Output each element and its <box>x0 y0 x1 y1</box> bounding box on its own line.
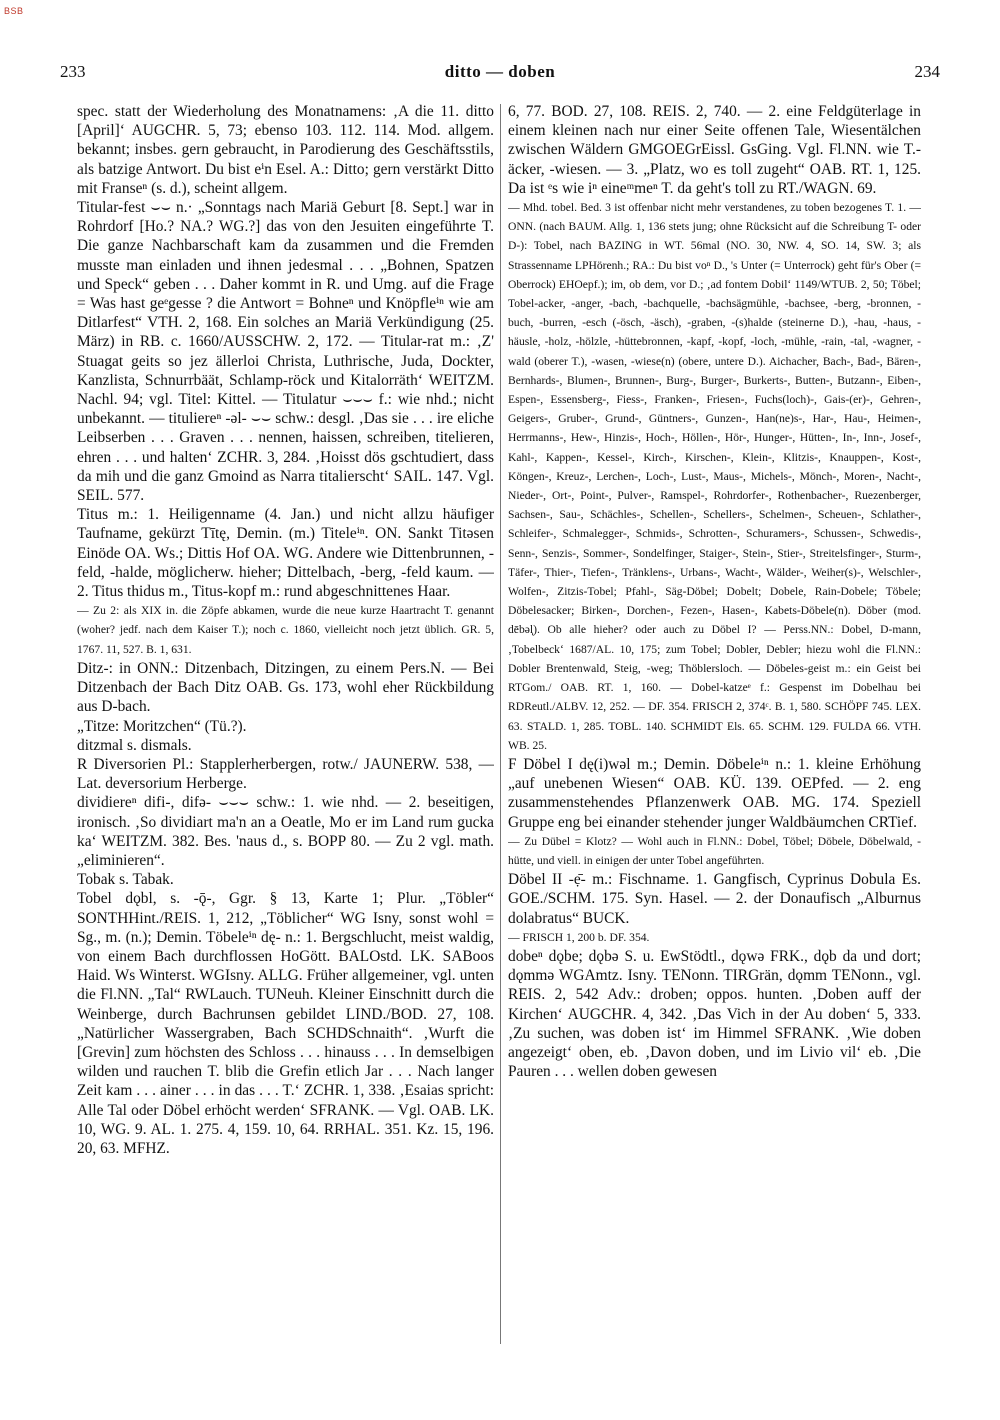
dictionary-entry: — FRISCH 1, 200 b. DF. 354. <box>508 930 650 944</box>
dictionary-entry: ditzmal s. dismals. <box>77 736 192 754</box>
dictionary-entry: spec. statt der Wiederholung des Monatnamens: ‚A die 11. ditto [April]‘ AUGCHR. 5, 73; ebenso 103. 112. 114. Mod. allgem. bekannt; insbes. gern gebraucht, in Parodierung des Geschäftsstils, als batzige Antwort. Du bist eⁱn Esel. A.: Ditto; gern verstärkt Ditto mit Franseⁿ (s. d.), scheint allgem. <box>77 103 494 197</box>
right-column <box>508 102 921 1347</box>
library-mark: BSB <box>4 6 24 16</box>
dictionary-entry: Tobel dǫbl, s. -ǭ-, Ggr. § 13, Karte 1; Plur. „Töbler“ SONTHHint./REIS. 1, 212, „Töblicher“ WG Isny, sonst wohl = Sg., m. (n.); Demin. Töbeleⁱⁿ dę- n.: 1. Bergschlucht, meist waldig, von einem Bach durchflossen HoGött. BALOstd. LK. SABoos Haid. Ws Winterst. WGIsny. ALLG. Früher allgemeiner, vgl. unten die Fl.NN. „Tal“ RWLauch. TUNeuh. Kleiner Einschnitt durch die Weinberge, durch Bachrunsen gebildet LIND./BOD. 27, 108. „Natürlicher Wassergraben, Bach SCHDSchnaith“. ‚Wurft die [Grevin] zum höchsten des Schloss . . . hinauss . . . In demselbigen wilden und rauchen T. blib die Grefin etlich Jar . . . Nach langer Zeit kam . . . ainer . . . in das . . . T.‘ ZCHR. 1, 338. ‚Esaias spricht: Alle Tal oder Döbel erhöcht werden‘ SFRANK. — Vgl. OAB. LK. 10, WG. 9. AL. 1. 275. 4, 159. 10, 64. RRHAL. 351. Kz. 15, 196. 20, 63. MFHZ. <box>77 890 494 1157</box>
dictionary-entry: — Mhd. tobel. Bed. 3 ist offenbar nicht mehr verstandenes, zu toben bezogenes T. 1. — ONN. (nach BAUM. Allg. 1, 136 stets jung; ohne Rücksicht auf die Schreibung T- oder D-): Tobel, nach BAZING in WT. 56mal (NO. 30, NW. 4, SO. 14, SW. 3; als Strassenname LPHörenh.; RA.: Du bist voⁿ D., 's Unter (= Unterrock) geht für's Ober (= Oberrock) EHOepf.); im, ob dem, vor D.; ‚ad fontem Dobil‘ 1149/WTUB. 2, 50; Töbel; Tobel-acker, -anger, -bach, -bachquelle, -bachsägmühle, -bachsee, -berg, -bronnen, -buch, -burren, -esch (-ösch, -äsch), -graben, -(s)halde (steinerne D.), -hau, -haus, -häusle, -holz, -hölzle, -hüttebronnen, -kapf, -kopf, -loch, -mühle, -rain, -tal, -wagner, -wald (oberer T.), -wasen, -wiese(n) (obere, untere D.). Aichacher, Bach-, Bad-, Bären-, Bernhards-, Blumen-, Brunnen-, Burg-, Burger-, Burkerts-, Butten-, Butzann-, Eiben-, Espen-, Essensberg-, Fiess-, Franken-, Friesen-, Fuchs(loch)-, Gais-(er)-, Gehren-, Geigers-, Gruber-, Grund-, Güntners-, Gunzen-, Han(ne)s-, Har-, Hau-, Heimen-, Herrmanns-, Hew-, Hinzis-, Hoch-, Höllen-, Hör-, Hunger-, Hütten-, In-, Inn-, Josef-, Kahl-, Kappen-, Kessel-, Kirch-, Kirschen-, Klein-, Klitzis-, Knauppen-, Kost-, Köngen-, Kreuz-, Lerchen-, Loch-, Lust-, Maus-, Michels-, Mönch-, Moren-, Nacht-, Nieder-, Ort-, Point-, Pulver-, Ramspel-, Rohrdorfer-, Rothenbacher-, Ruezenberger, Sachsen-, Sau-, Schächles-, Schellen-, Schellers-, Schelmen-, Scheuen-, Schlather-, Schleifer-, Schmalegger-, Schmids-, Schrotten-, Schuramers-, Schussen-, Schwedis-, Senn-, Senzis-, Sommer-, Sondelfinger, Staiger-, Stein-, Stier-, Streitelsfinger-, Sturm-, Täfer-, Thier-, Tiefen-, Tränklens-, Urbans-, Wacht-, Wälder-, Weiher(s)-, Welschler-, Wolfen-, Zitzis-Tobel; Pfahl-, Säg-Döbel; Dobelt; Dobele, Rain-Dobele; Töbele; Döbelesacker; Birken-, Dorchen-, Fezen-, Hasen-, Kabets-Döbele(n). Döber (mod. dēbəl̨). Ob alle hieher? oder auch zu Döbel I? — Perss.NN.: Dobel, D-mann, ‚Tobelbeck‘ 1687/AL. 10, 175; zum Tobel; Dobler, Debler; hiezu wohl die Fl.NN.: Dobler Brentenwald, Steig, -weg; Thöblersloch. — Döbeles-geist m.: ein Geist bei RTGom./ OAB. RT. 1, 160. — Dobel-katzeᵉ f.: Gespenst im Dobelhau bei RDReutl./ALBV. 12, 252. — DF. 354. FRISCH 2, 374ᶜ. B. 1, 580. SCHÖPF 745. LEX. 63. STALD. 1, 285. TOBL. 140. SCHMIDT Els. 65. SCHM. 129. FULDA 66. VTH. WB. 25. <box>508 201 921 752</box>
page-number-right: 234 <box>914 62 940 81</box>
running-headword: ditto — doben <box>444 62 556 81</box>
dictionary-entry: — Zu 2: als XIX in. die Zöpfe abkamen, wurde die neue kurze Haartracht T. genannt (woher? jedf. nach dem Kaiser T.); noch c. 1860, vielleicht noch jetzt üblich. GR. 5, 1767. 11, 527. B. 1, 631. <box>77 604 494 656</box>
page-number-left: 233 <box>60 62 86 81</box>
page-header <box>60 62 940 84</box>
dictionary-entry: Tobak s. Tabak. <box>77 871 174 889</box>
dictionary-entry: Titus m.: 1. Heiligenname (4. Jan.) und nicht allzu häufiger Taufname, gekürzt Tītę, Demin. (m.) Titeleⁱⁿ. ON. Sankt Titəsen Einöde OA. Ws.; Dittis Hof OA. WG. Andere wie Dittenbrunnen, -feld, -halde, möglicherw. hieher; Dittelbach, -berg, -feld kaum. — 2. Titus thidus m., Titus-kopf m.: rund abgeschnittenes Haar. <box>77 506 494 601</box>
dictionary-entry: Döbel II -ẹ̄- m.: Fischname. 1. Gangfisch, Cyprinus Dobula Es. GOE./SCHM. 175. Syn. Hasel. — 2. der Donaufisch „Alburnus dolabratus“ BUCK. <box>508 871 921 927</box>
dictionary-entry: „Titze: Moritzchen“ (Tü.?). <box>77 717 247 735</box>
dictionary-entry: F Döbel I dę(i)wəl m.; Demin. Döbeleⁱⁿ n.: 1. kleine Erhöhung „auf unebenen Wiesen“ OAB. KÜ. 139. OEPfed. — 2. eng zusammenstehendes Pflanzenwerk OAB. MG. 174. Speziell Gruppe eng bei einander stehender junger Waldbäumchen CRTief. <box>508 755 921 831</box>
dictionary-entry: Ditz-: in ONN.: Ditzenbach, Ditzingen, zu einem Pers.N. — Bei Ditzenbach der Bach Ditz OAB. Gs. 173, wohl eher Rückbildung aus D-bach. <box>77 659 494 716</box>
dictionary-entry: Titular-fest ⌣⌣ n.· „Sonntags nach Mariä Geburt [8. Sept.] war in Rohrdorf [Ho.? NA.? WG.?] das von den Jesuiten eingeführte T. Die ganze Nachbarschaft kam da zusammen und die Fremden musste man einladen und ihnen jedesmal . . . „Bohnen, Spatzen und Speck“ geben . . . Daher kommt in R. und Umg. auf die Frage = Was hast geᵉgesse ? die Antwort = Bohneⁿ und Knöpfleⁱⁿ wie am Ditlarfest“ VTH. 2, 168. Ein solches an Mariä Verkündigung (25. März) in RB. c. 1660/AUSSCHW. 2, 172. — Titular-rat m.: ‚Z' Stuagat geits so jez ällerloi Christa, Luthrische, Juda, Dockter, Kanzlista, Schnurrbäät, Schlamp-röck und Kitalorräth‘ WEITZM. Nachl. 94; vgl. Titel: Kittel. — Titulatur ⌣⌣⌣ f.: wie nhd.; nicht unbekannt. — tituliereⁿ -əl- ⌣⌣ schw.: desgl. ‚Das sie . . . ire eliche Leibserben . . . Graven . . . nennen, haissen, schreiben, titelieren, ehren . . . und halten‘ ZCHR. 3, 284. ‚Hoisst dös gschtudiert, dass da mih und die ganz Gmoind as Narra titalierscht‘ SAIL. 147. Vgl. SEIL. 577. <box>77 199 494 505</box>
dictionary-entry: R Diversorien Pl.: Stapplerherbergen, rotw./ JAUNERW. 538, — Lat. deversorium Herberge. <box>77 755 494 793</box>
dictionary-entry: 6, 77. BOD. 27, 108. REIS. 2, 740. — 2. eine Feldgüterlage in einem kleinen nach nur einer Seite offenen Tale, Wiesentälchen zwischen Wäldern GMGOEGrEissl. GsGing. Vgl. Fl.NN. wie T.-äcker, -wiesen. — 3. „Platz, wo es toll zugeht“ OAB. RT. 1, 125. Da ist ᵉs wie iⁿ eineᵐmeⁿ T. da geht's toll zu RT./WAGN. 69. <box>508 103 921 197</box>
column-divider <box>500 104 501 1344</box>
dictionary-entry: dividiereⁿ difi-, difə- ⌣⌣⌣ schw.: 1. wie nhd. — 2. beseitigen, ironisch. ‚So dividiart ma'n an a Oeatle, Mo er im Land rum gucka ka‘ WEITZM. 382. Bes. 'naus d., s. BOPP 80. — Zu 2 vgl. math. „eliminieren“. <box>77 794 494 869</box>
dictionary-entry: dobeⁿ dǫbe; dǫbə S. u. EwStödtl., dǫwə FRK., dǫb da und dort; dǫmmə WGAmtz. Isny. TENonn. TIRGrän, dǫmm TENonn., vgl. REIS. 2, 542 Adv.: droben; oppos. hunten. ‚Doben auff der Kirchen‘ AUGCHR. 4, 342. ‚Das Vich in der Au doben‘ 5, 333. ‚Zu suchen, was doben ist‘ im Himmel SFRANK. ‚Wie doben angezeigt‘ oben, eb. ‚Davon doben, und im Livio vil‘ eb. ‚Die Pauren . . . wellen doben gewesen <box>508 947 921 1081</box>
left-column <box>77 102 494 1347</box>
dictionary-entry: — Zu Dübel = Klotz? — Wohl auch in Fl.NN.: Dobel, Töbel; Döbele, Döbelwald, -hütte, und viell. in einigen der unter Tobel angeführten. <box>508 834 921 867</box>
